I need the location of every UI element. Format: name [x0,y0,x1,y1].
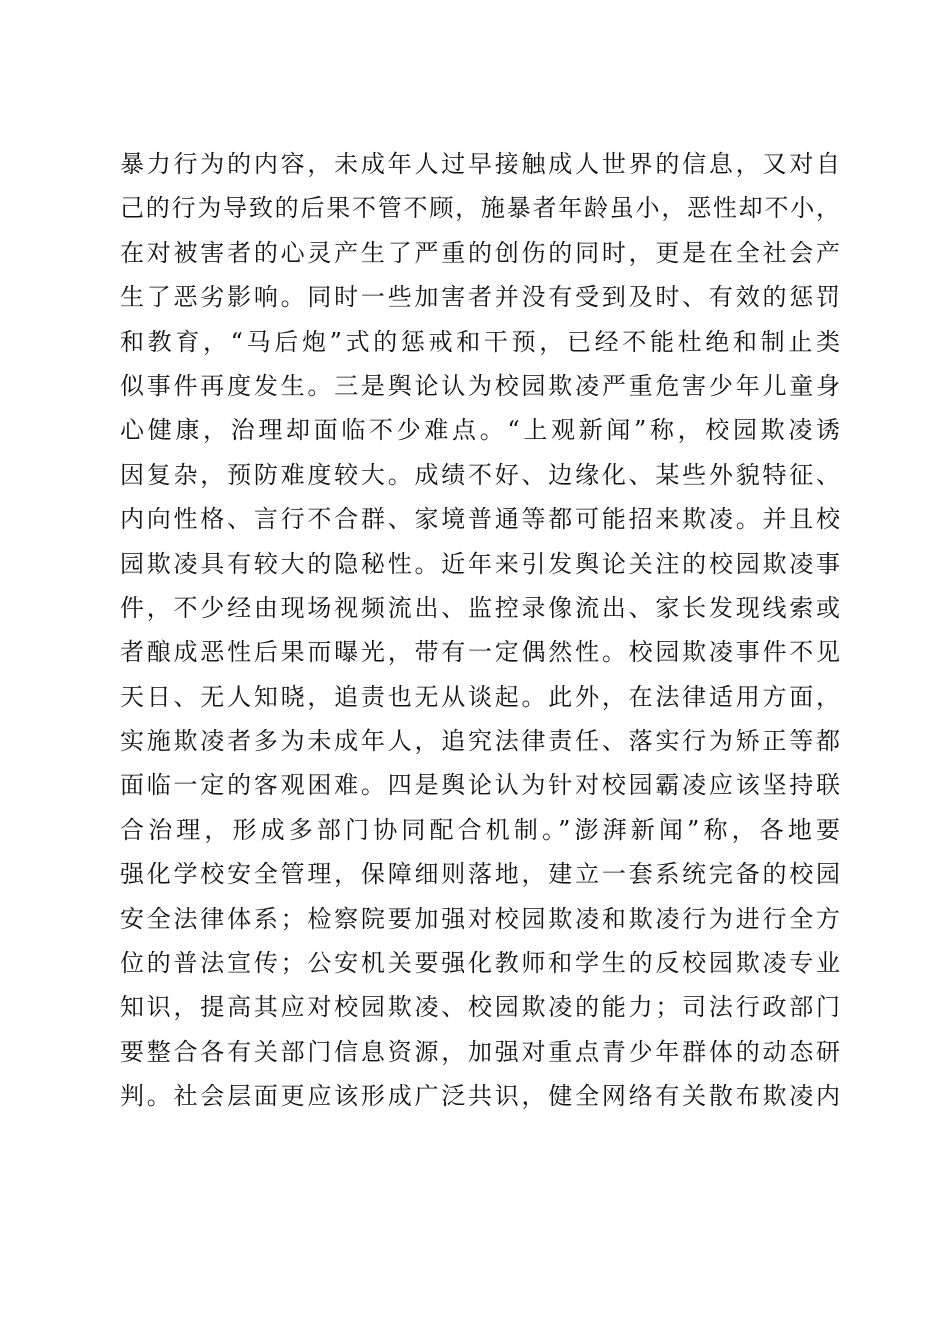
text-line: 因复杂，预防难度较大。成绩不好、边缘化、某些外貌特征、 [120,460,840,489]
text-line: 面临一定的客观困难。四是舆论认为针对校园霸凌应该坚持联 [120,771,840,800]
text-line: 强化学校安全管理，保障细则落地，建立一套系统完备的校园 [120,860,840,889]
text-line: 知识，提高其应对校园欺凌、校园欺凌的能力；司法行政部门 [120,993,840,1022]
text-line: 实施欺凌者多为未成年人，追究法律责任、落实行为矫正等都 [120,727,840,756]
text-line: 生了恶劣影响。同时一些加害者并没有受到及时、有效的惩罚 [120,283,840,312]
text-line: 者酿成恶性后果而曝光，带有一定偶然性。校园欺凌事件不见 [120,638,840,667]
text-line: 件，不少经由现场视频流出、监控录像流出、家长发现线索或 [120,593,840,622]
text-line: 和教育，“马后炮”式的惩戒和干预，已经不能杜绝和制止类 [120,327,840,356]
text-line: 合治理，形成多部门协同配合机制。”澎湃新闻”称，各地要 [120,815,840,844]
body-text [120,142,840,1119]
text-line: 天日、无人知晓，追责也无从谈起。此外，在法律适用方面， [120,682,840,711]
text-line: 判。社会层面更应该形成广泛共识，健全网络有关散布欺凌内 [120,1082,840,1111]
text-line: 园欺凌具有较大的隐秘性。近年来引发舆论关注的校园欺凌事 [120,549,840,578]
text-line: 心健康，治理却面临不少难点。“上观新闻”称，校园欺凌诱 [120,416,840,445]
text-line: 在对被害者的心灵产生了严重的创伤的同时，更是在全社会产 [120,238,840,267]
text-line: 己的行为导致的后果不管不顾，施暴者年龄虽小，恶性却不小， [120,194,840,223]
text-line: 安全法律体系；检察院要加强对校园欺凌和欺凌行为进行全方 [120,904,840,933]
text-line: 似事件再度发生。三是舆论认为校园欺凌严重危害少年儿童身 [120,371,840,400]
text-line: 位的普法宣传；公安机关要强化教师和学生的反校园欺凌专业 [120,949,840,978]
text-line: 要整合各有关部门信息资源，加强对重点青少年群体的动态研 [120,1037,840,1066]
text-line: 内向性格、言行不合群、家境普通等都可能招来欺凌。并且校 [120,505,840,534]
text-line: 暴力行为的内容，未成年人过早接触成人世界的信息，又对自 [120,150,840,178]
